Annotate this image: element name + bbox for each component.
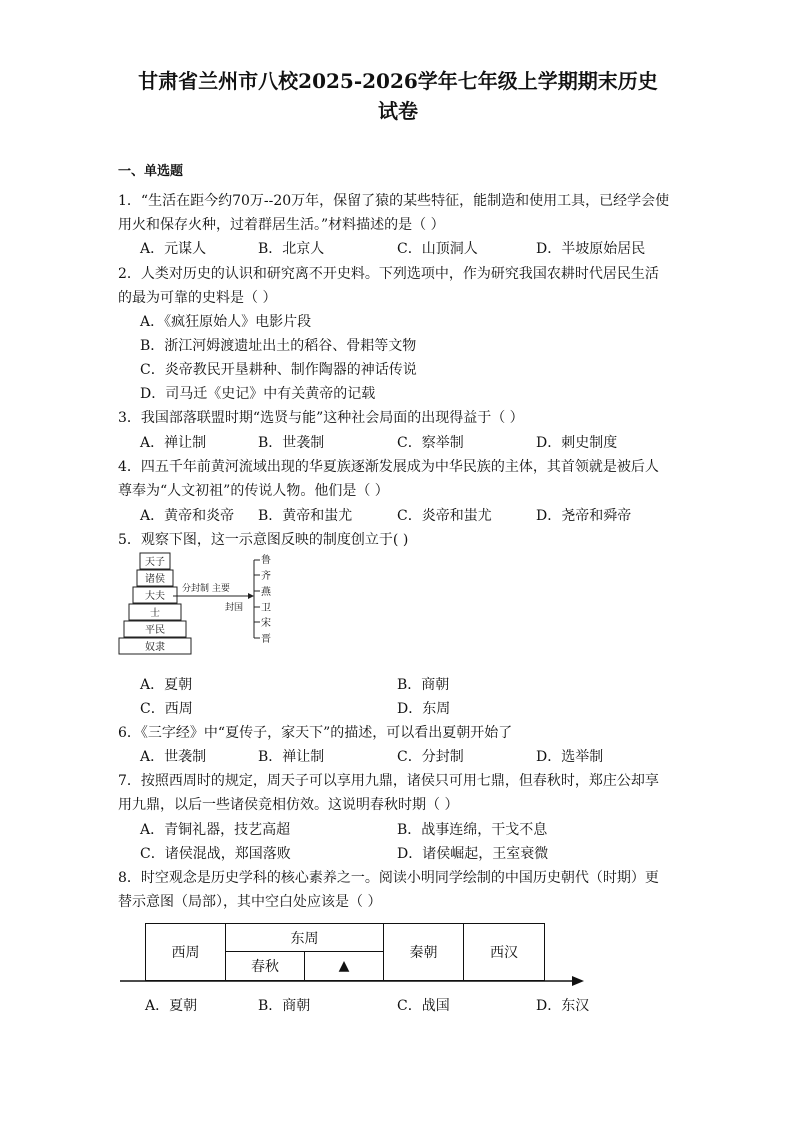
- option-c[interactable]: C．察举制: [397, 435, 464, 451]
- option-a[interactable]: A．夏朝: [140, 677, 193, 693]
- option-d[interactable]: D．司马迁《史记》中有关黄帝的记载: [140, 386, 376, 402]
- question-text: 2．人类对历史的认识和研究离不开史料。下列选项中，作为研究我国农耕时代居民生活: [118, 266, 659, 282]
- option-a[interactable]: A．《疯狂原始人》电影片段: [140, 314, 312, 330]
- timeline-chunqiu: 春秋: [225, 951, 305, 981]
- option-c[interactable]: C．炎帝教民开垦耕种、制作陶器的神话传说: [140, 362, 417, 378]
- option-a[interactable]: A．青铜礼器，技艺高超: [140, 822, 291, 838]
- timeline-axis-arrow: [118, 975, 588, 987]
- option-b[interactable]: B．世袭制: [258, 435, 325, 451]
- question-text: 5．观察下图，这一示意图反映的制度创立于( ): [118, 532, 409, 548]
- option-a[interactable]: A．夏朝: [145, 998, 198, 1014]
- question-text: 替示意图（局部），其中空白处应该是（ ）: [118, 894, 382, 910]
- option-b[interactable]: B．商朝: [397, 677, 450, 693]
- option-d[interactable]: D．诸侯崛起，王室衰微: [397, 846, 549, 862]
- question-text: 用火和保存火种，过着群居生活。”材料描述的是（ ）: [118, 217, 445, 233]
- timeline-xihan: 西汉: [463, 923, 545, 981]
- timeline-blank: ▲: [304, 951, 384, 981]
- option-b[interactable]: B．北京人: [258, 241, 325, 257]
- option-c[interactable]: C．诸侯混战，郑国落败: [140, 846, 291, 862]
- option-a[interactable]: A．黄帝和炎帝: [140, 508, 235, 524]
- question-text: 3．我国部落联盟时期“选贤与能”这种社会局面的出现得益于（ ）: [118, 410, 524, 426]
- option-c[interactable]: C．战国: [397, 998, 450, 1014]
- question-text: 用九鼎，以后一些诸侯竞相仿效。这说明春秋时期（ ）: [118, 797, 459, 813]
- option-d[interactable]: D．半坡原始居民: [536, 241, 646, 257]
- fengjian-pyramid-diagram: [118, 552, 278, 670]
- level-shi: 士: [150, 608, 160, 619]
- arrow-label: 分封制 主要: [182, 584, 230, 594]
- section-heading: 一、单选题: [118, 164, 184, 179]
- option-b[interactable]: B．商朝: [258, 998, 311, 1014]
- option-a[interactable]: A．世袭制: [140, 749, 207, 765]
- state-song: 宋: [261, 618, 271, 629]
- level-tianzi: 天子: [145, 557, 165, 568]
- option-c[interactable]: C．炎帝和蚩尤: [397, 508, 492, 524]
- question-text: 4．四五千年前黄河流域出现的华夏族逐渐发展成为中华民族的主体，其首领就是被后人: [118, 459, 659, 475]
- option-a[interactable]: A．元谋人: [140, 241, 207, 257]
- option-d[interactable]: D．东周: [397, 701, 451, 717]
- timeline-dongzhou: 东周: [225, 923, 384, 952]
- option-b[interactable]: B．禅让制: [258, 749, 325, 765]
- option-c[interactable]: C．分封制: [397, 749, 464, 765]
- option-b[interactable]: B．战事连绵，干戈不息: [397, 822, 548, 838]
- timeline-xizhou: 西周: [145, 923, 226, 981]
- question-text: 6．《三字经》中“夏传子，家天下”的描述，可以看出夏朝开始了: [118, 725, 513, 741]
- state-jin: 晋: [261, 634, 271, 645]
- option-b[interactable]: B．浙江河姆渡遗址出土的稻谷、骨耜等文物: [140, 338, 417, 354]
- arrow-head: [248, 593, 254, 599]
- option-d[interactable]: D．东汉: [536, 998, 590, 1014]
- title-line-1: 甘肃省兰州市八校2025-2026学年七年级上学期期末历史: [138, 69, 658, 93]
- option-d[interactable]: D．刺史制度: [536, 435, 618, 451]
- state-wei: 卫: [261, 603, 271, 614]
- option-b[interactable]: B．黄帝和蚩尤: [258, 508, 353, 524]
- level-dafu: 大夫: [145, 591, 165, 602]
- arrow-label-2: 封国: [225, 603, 244, 613]
- option-d[interactable]: D．选举制: [536, 749, 604, 765]
- level-zhuhou: 诸侯: [145, 574, 165, 585]
- question-text: 8．时空观念是历史学科的核心素养之一。阅读小明同学绘制的中国历史朝代（时期）更: [118, 870, 659, 886]
- question-text: 7．按照西周时的规定，周天子可以享用九鼎，诸侯只可用七鼎，但春秋时，郑庄公却享: [118, 773, 659, 789]
- option-c[interactable]: C．西周: [140, 701, 193, 717]
- level-pingmin: 平民: [145, 625, 165, 636]
- state-qi: 齐: [261, 571, 271, 582]
- level-nuli: 奴隶: [145, 642, 165, 653]
- question-text: 的最为可靠的史料是（ ）: [118, 290, 277, 306]
- timeline-qin: 秦朝: [383, 923, 464, 981]
- state-yan: 燕: [261, 587, 271, 598]
- title-line-2: 试卷: [378, 99, 418, 123]
- question-text: 尊奉为“人文初祖”的传说人物。他们是（ ）: [118, 483, 389, 499]
- option-d[interactable]: D．尧帝和舜帝: [536, 508, 632, 524]
- option-a[interactable]: A．禅让制: [140, 435, 207, 451]
- option-c[interactable]: C．山顶洞人: [397, 241, 478, 257]
- question-text: 1．“生活在距今约70万--20万年，保留了猿的某些特征，能制造和使用工具，已经学会使: [118, 193, 670, 209]
- state-lu: 鲁: [261, 555, 271, 566]
